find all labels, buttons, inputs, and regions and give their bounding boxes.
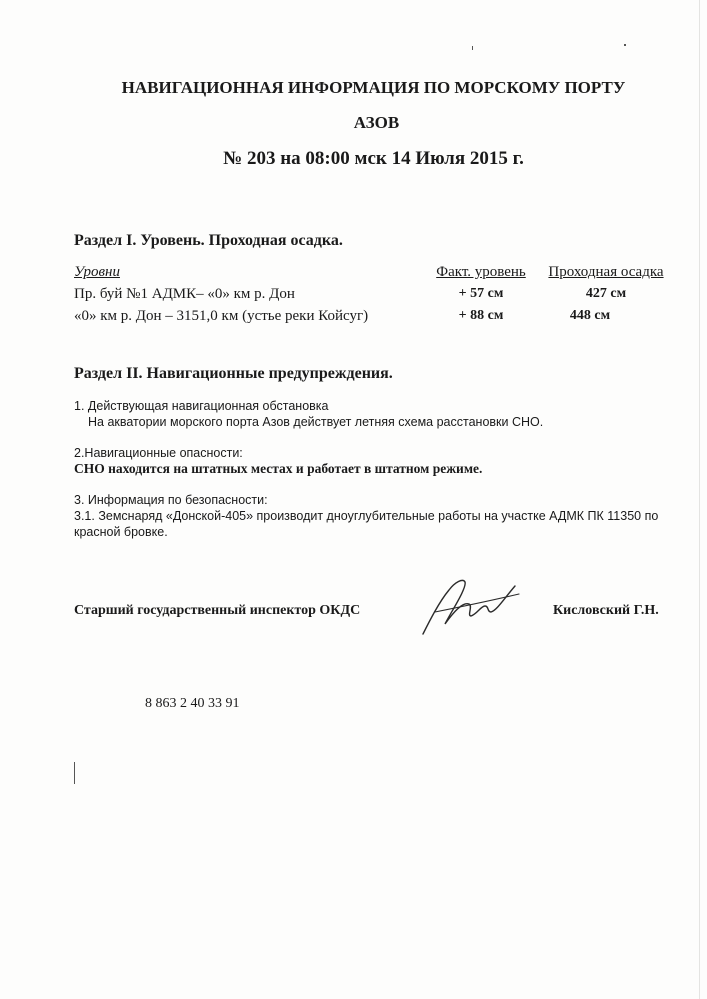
item1-title: 1. Действующая навигационная обстановка [74, 399, 329, 413]
scan-mark [74, 762, 75, 784]
scan-mark [624, 44, 626, 46]
row-level: + 57 см [458, 286, 504, 301]
col-header-draft: Проходная осадка [548, 264, 664, 280]
item-safety-info [74, 492, 684, 540]
row-draft: 427 см [585, 286, 627, 301]
issue-line: № 203 на 08:00 мск 14 Июля 2015 г. [223, 148, 524, 169]
item2-text: СНО находится на штатных местах и работает в штатном режиме. [74, 461, 483, 476]
row-level: + 88 см [458, 308, 504, 323]
col-header-fact-level: Факт. уровень [436, 264, 526, 280]
row-name: Пр. буй №1 АДМК– «0» км р. Дон [74, 286, 295, 302]
item-nav-situation [74, 398, 684, 430]
section1-title: Раздел I. Уровень. Проходная осадка. [74, 232, 343, 249]
item2-title: 2.Навигационные опасности: [74, 446, 243, 460]
signatory-name: Кисловский Г.Н. [553, 603, 659, 618]
col-header-levels: Уровни [74, 264, 120, 280]
section2-title: Раздел II. Навигационные предупреждения. [74, 365, 393, 382]
item1-text: На акватории морского порта Азов действует летняя схема расстановки СНО. [88, 415, 544, 429]
item3-title: 3. Информация по безопасности: [74, 493, 268, 507]
item3-text: 3.1. Земснаряд «Донской-405» производит дноуглубительные работы на участке АДМК ПК 11350 по красной бровке. [74, 509, 659, 539]
scan-mark [472, 46, 473, 50]
table-row [74, 286, 674, 308]
row-name: «0» км р. Дон – 3151,0 км (устье реки Койсуг) [74, 308, 369, 324]
table-row [74, 308, 674, 330]
item-nav-hazards [74, 445, 684, 477]
levels-table [74, 264, 674, 330]
table-header [74, 264, 674, 286]
contact-phone: 8 863 2 40 33 91 [145, 696, 240, 711]
doc-title: НАВИГАЦИОННАЯ ИНФОРМАЦИЯ ПО МОРСКОМУ ПОРТУ [121, 78, 626, 97]
scan-edge [699, 0, 700, 999]
handwritten-signature [415, 572, 525, 642]
row-draft: 448 см [569, 308, 611, 323]
signatory-position: Старший государственный инспектор ОКДС [74, 603, 361, 618]
port-name: АЗОВ [353, 113, 400, 132]
